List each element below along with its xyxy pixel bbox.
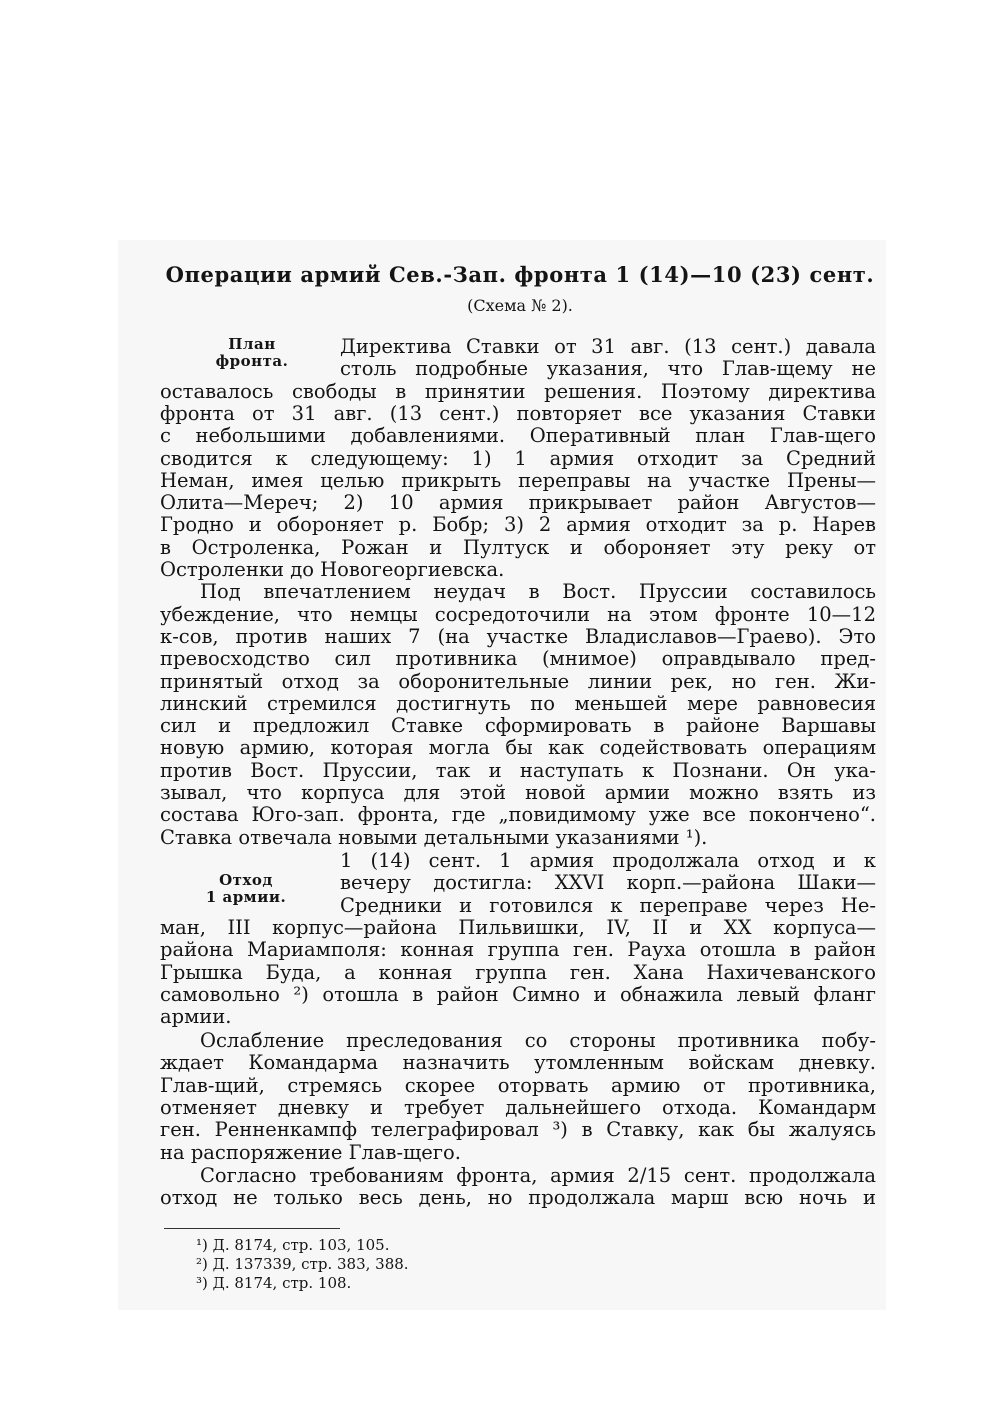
- margin-note-retreat: Отход 1 армии.: [205, 871, 287, 906]
- text-line: на распоряжение Глав-щего.: [160, 1140, 461, 1164]
- text-line: в Остроленка, Рожан и Пултуск и обороняет эту реку от: [160, 535, 876, 559]
- text-line: линский стремился достигнуть по меньшей мере равновесия: [160, 691, 876, 715]
- footnote: ¹) Д. 8174, стр. 103, 105.: [196, 1236, 390, 1254]
- footnote: ³) Д. 8174, стр. 108.: [196, 1274, 352, 1292]
- text-line: ждает Командарма назначить утомленным войскам дневку.: [160, 1051, 876, 1075]
- text-line: Олита—Мереч; 2) 10 армия прикрывает район Августов—: [160, 491, 876, 515]
- text-line: армии.: [160, 1005, 232, 1029]
- text-line: Ставка отвечала новыми детальными указаниями ¹).: [160, 825, 708, 849]
- text-line: Грышка Буда, а конная группа ген. Хана Нахичеванского: [160, 960, 876, 984]
- text-line: района Мариамполя: конная группа ген. Рауха отошла в район: [160, 938, 876, 962]
- text-line: Неман, имея целью прикрыть переправы на участке Прены—: [160, 468, 876, 492]
- text-line: отменяет дневку и требует дальнейшего отхода. Командарм: [160, 1095, 876, 1119]
- text-line: Директива Ставки от 31 авг. (13 сент.) давала: [340, 335, 876, 358]
- text-line: оставалось свободы в принятии решения. Поэтому директива: [160, 379, 876, 403]
- page-subtitle: (Схема № 2).: [467, 296, 573, 315]
- text-line: с небольшими добавлениями. Оперативный план Глав-щего: [160, 424, 876, 448]
- margin-note-plan: План фронта.: [215, 335, 289, 370]
- text-line: Под впечатлением неудач в Вост. Пруссии составилось: [200, 580, 876, 604]
- text-line: сил и предложил Ставке сформировать в районе Варшавы: [160, 714, 876, 738]
- footnote-divider: [164, 1228, 340, 1229]
- text-line: фронта от 31 авг. (13 сент.) повторяет все указания Ставки: [160, 401, 876, 425]
- text-line: убеждение, что немцы сосредоточили на этом фронте 10—12: [160, 602, 876, 626]
- text-line: сводится к следующему: 1) 1 армия отходит за Средний: [160, 446, 876, 470]
- text-line: Глав-щий, стремясь скорее оторвать армию от противника,: [160, 1073, 876, 1097]
- text-line: против Вост. Пруссии, так и наступать к Познани. Он ука-: [160, 758, 876, 782]
- footnote: ²) Д. 137339, стр. 383, 388.: [196, 1255, 409, 1273]
- text-line: зывал, что корпуса для этой новой армии можно взять из: [160, 781, 876, 804]
- text-line: состава Юго-зап. фронта, где „повидимому уже все покончено“.: [160, 803, 876, 827]
- text-line: Ослабление преследования со стороны противника побу-: [200, 1029, 876, 1052]
- text-line: превосходство сил противника (мнимое) оправдывало пред-: [160, 647, 876, 671]
- text-line: вечеру достигла: XXVI корп.—района Шаки—: [340, 871, 876, 895]
- text-line: отход не только весь день, но продолжала марш всю ночь и: [160, 1186, 876, 1210]
- text-line: ман, III корпус—района Пильвишки, IV, II и XX корпуса—: [160, 915, 876, 939]
- text-line: Гродно и обороняет р. Бобр; 3) 2 армия отходит за р. Нарев: [160, 513, 876, 537]
- text-line: ген. Ренненкампф телеграфировал ³) в Ставку, как бы жалуясь: [160, 1118, 876, 1142]
- text-line: столь подробные указания, что Глав-щему не: [340, 357, 876, 381]
- text-line: Средники и готовился к переправе через Не-: [340, 893, 876, 917]
- text-line: Остроленки до Новогеоргиевска.: [160, 558, 505, 581]
- text-line: Согласно требованиям фронта, армия 2/15 сент. продолжала: [200, 1164, 876, 1187]
- text-line: 1 (14) сент. 1 армия продолжала отход и к: [340, 849, 876, 872]
- page-title: Операции армий Сев.-Зап. фронта 1 (14)—10 (23) сент.: [165, 262, 875, 287]
- text-line: новую армию, которая могла бы как содействовать операциям: [160, 736, 876, 760]
- text-line: к-сов, против наших 7 (на участке Владиславов—Граево). Это: [160, 624, 876, 648]
- text-line: принятый отход за оборонительные линии рек, но ген. Жи-: [160, 669, 876, 693]
- text-line: самовольно ²) отошла в район Симно и обнажила левый фланг: [160, 982, 876, 1006]
